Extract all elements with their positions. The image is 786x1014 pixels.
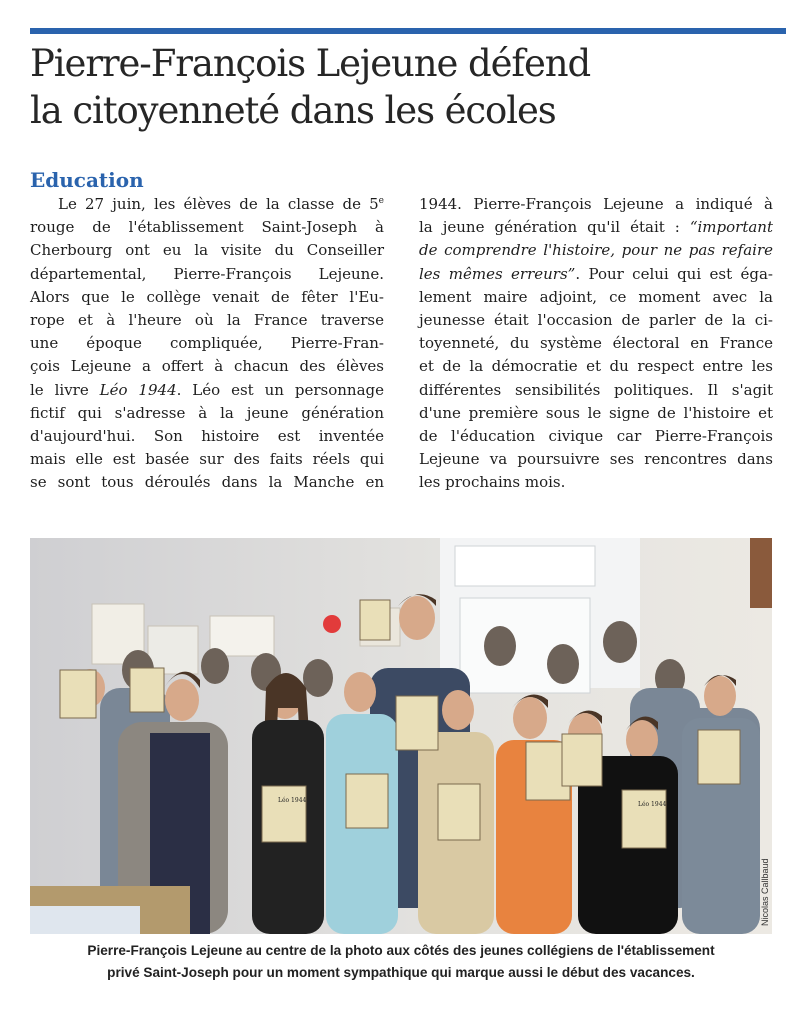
text-line: mais elle est basée sur des faits réels qui [30,450,384,469]
text-line: Lejeune va poursuivre ses rencontres dans [419,450,773,469]
book-cover-text: Léo 1944 [278,797,307,804]
text-line: Cherbourg ont eu la visite du Conseiller [30,241,384,260]
title-line: la citoyenneté dans les écoles [30,89,556,132]
text-line: départemental, Pierre-François Lejeune. [30,264,384,283]
text-line: çois Lejeune a offert à chacun des élèves [30,357,384,376]
text-line: de l'éducation civique car Pierre-François [419,426,773,445]
photo-caption [30,940,772,984]
article-column-left [30,193,384,494]
group-photo [30,538,772,934]
photo-credit: Nicolas Callbaud [760,858,770,926]
section-heading: Education [30,168,144,192]
book-title: Léo 1944 [99,380,177,399]
text-line [30,379,384,402]
text-line: jeunesse était l'occasion de parler de la ci- [419,310,773,329]
text-line: d'aujourd'hui. Son histoire est inventée [30,426,384,445]
text-line: les prochains mois. [419,473,566,492]
text-line: et de la démocratie et du respect entre les [419,357,773,376]
photo-illustration [30,538,772,934]
text-line: Le 27 juin, les élèves de la classe de 5e [58,195,384,213]
text-line: se sont tous déroulés dans la Manche en [30,473,384,492]
caption-line: privé Saint-Joseph pour un moment sympathique qui marque aussi le début des vacances. [107,965,695,980]
quote: les mêmes erreurs” [419,264,576,283]
book-cover-text: Léo 1944 [638,801,667,808]
text-line: d'une première sous le signe de l'histoire et [419,403,773,422]
text-line: différentes sensibilités politiques. Il s'agit [419,380,773,399]
text-fragment: . Léo est un personnage [176,380,384,399]
text-fragment: le livre [30,380,100,399]
text-line [419,216,773,239]
header-rule [30,28,786,34]
article-column-right [419,193,773,494]
text-line: lement maire adjoint, ce moment avec la [419,287,773,306]
text-line [419,239,773,262]
text-line [419,263,773,286]
text-line: toyenneté, du système électoral en France [419,334,773,353]
quote: “important [689,218,773,237]
title-line: Pierre-François Lejeune défend [30,42,591,85]
text-line: une époque compliquée, Pierre-Fran- [30,334,384,353]
quote: de comprendre l'histoire, pour ne pas refaire [419,241,773,260]
text-fragment: . Pour celui qui est éga- [575,264,773,283]
article-title [30,40,770,134]
text-line: rouge de l'établissement Saint-Joseph à [30,218,384,237]
caption-line: Pierre-François Lejeune au centre de la photo aux côtés des jeunes collégiens de l'établissement [87,943,715,958]
text-line: fictif qui s'adresse à la jeune génération [30,403,384,422]
text-line: Alors que le collège venait de fêter l'Eu- [30,287,384,306]
text-line: 1944. Pierre-François Lejeune a indiqué à [419,195,773,213]
text-fragment: la jeune génération qu'il était : [419,218,690,237]
text-line: rope et à l'heure où la France traverse [30,310,384,329]
